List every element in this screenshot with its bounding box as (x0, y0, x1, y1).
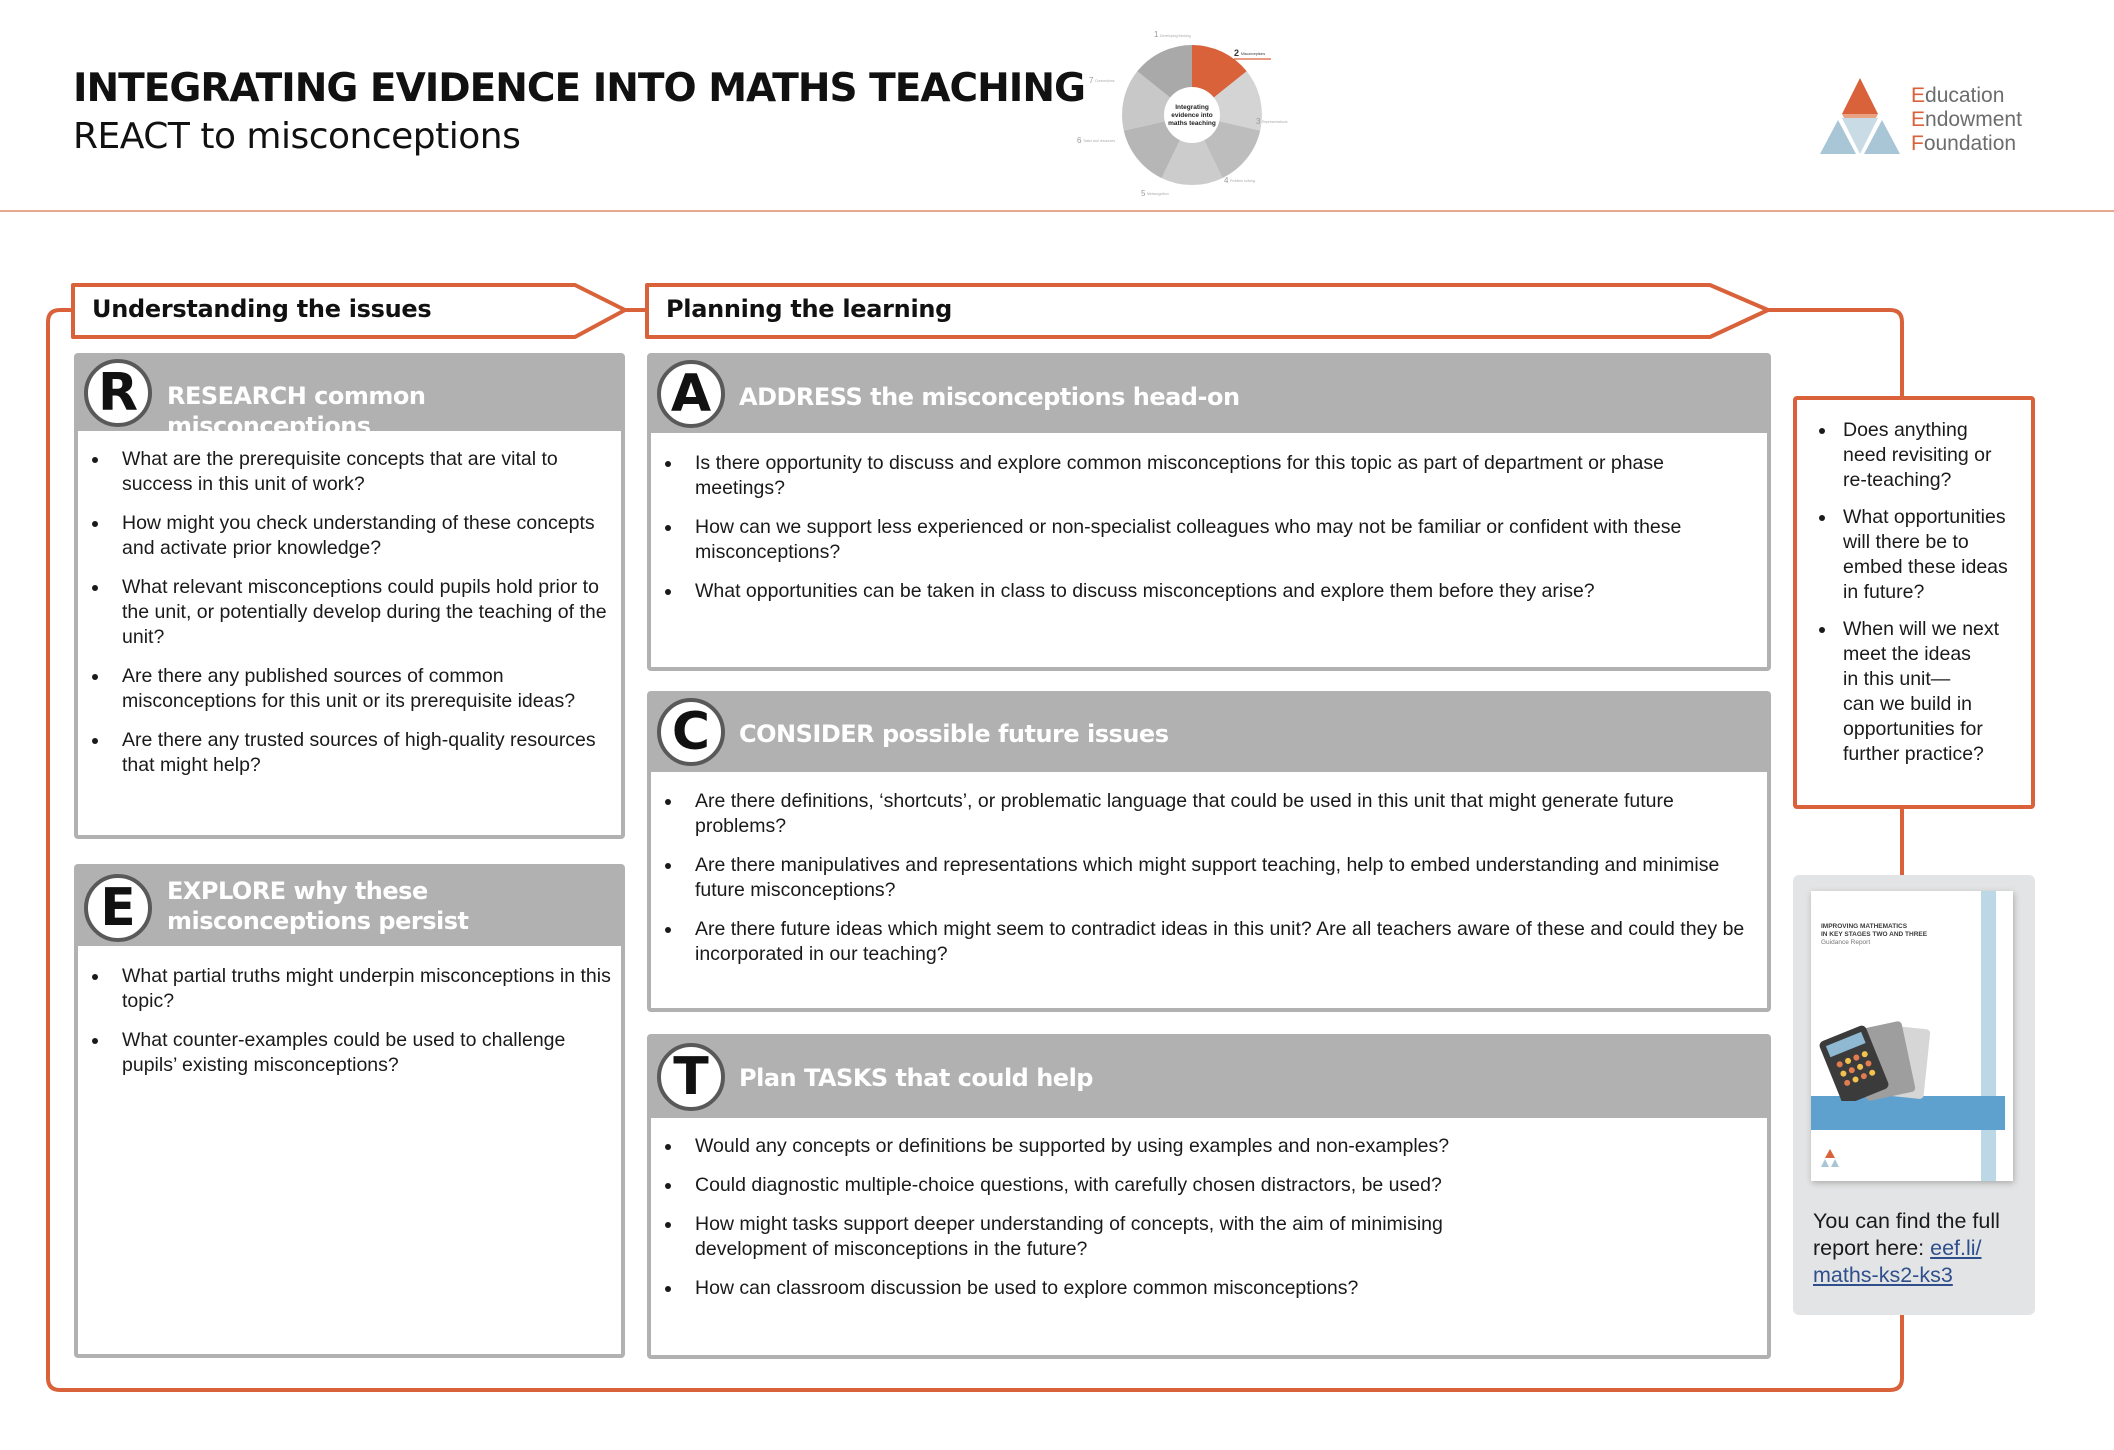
letter-badge-t: T (657, 1043, 725, 1111)
card-address-list (651, 451, 1731, 618)
list-item: Are there future ideas which might seem to contradict ideas in this unit? Are all teachers aware of these and could they be incorporated in our teaching? (651, 917, 1756, 967)
list-item: How can we support less experienced or non-specialist colleagues who may not be familiar or confident with these misconceptions? (651, 515, 1731, 565)
list-item: Is there opportunity to discuss and explore common misconceptions for this topic as part of department or phase meetings? (651, 451, 1731, 501)
list-item: Are there any published sources of common misconceptions for this unit or its prerequisite ideas? (78, 664, 618, 714)
card-tasks-title: Plan TASKS that could help (739, 1064, 1093, 1092)
list-item: Are there any trusted sources of high-quality resources that might help? (78, 728, 618, 778)
eef-logo-line-3: Foundation (1911, 132, 2017, 155)
report-link-text: You can find the full report here: eef.li/ maths-ks2-ks3 (1813, 1209, 2000, 1287)
report-cover-stripe (1981, 891, 1996, 1181)
section-label-understanding: Understanding the issues (92, 295, 432, 323)
list-item: Could diagnostic multiple-choice questions, with carefully chosen distractors, be used? (651, 1173, 1756, 1198)
list-item: How might tasks support deeper understanding of concepts, with the aim of minimising development of misconceptions in the future? (651, 1212, 1756, 1262)
eef-logo-line-1: Education (1911, 84, 2005, 107)
cycle-step-label-6: Tasks and resources (1083, 139, 1116, 143)
card-address (647, 353, 1771, 671)
list-item: What partial truths might underpin misconceptions in this topic? (78, 964, 618, 1014)
letter-badge-e: E (84, 874, 152, 942)
card-explore-title-line-1: EXPLORE why these (167, 877, 428, 905)
letter-badge-c: C (657, 698, 725, 766)
card-tasks (647, 1034, 1771, 1359)
cycle-step-number-3: 3 (1256, 117, 1261, 126)
list-item: How might you check understanding of these concepts and activate prior knowledge? (78, 511, 618, 561)
list-item: When will we next meet the ideas in this unit— can we build in opportunities for further practice? (1797, 617, 2033, 767)
list-item: What relevant misconceptions could pupils hold prior to the unit, or potentially develop during the teaching of the unit? (78, 575, 618, 650)
letter-badge-a: A (657, 360, 725, 428)
cycle-step-number-7: 7 (1089, 76, 1094, 85)
cycle-step-label-3: Representations (1262, 120, 1288, 124)
card-address-title: ADDRESS the misconceptions head-on (739, 383, 1240, 411)
page-title: INTEGRATING EVIDENCE INTO MATHS TEACHING (73, 66, 1085, 111)
cycle-center-label-3: maths teaching (1168, 120, 1216, 127)
page-subtitle: REACT to misconceptions (73, 116, 521, 157)
list-item: What opportunities can be taken in class to discuss misconceptions and explore them before they arise? (651, 579, 1731, 604)
report-cover (1811, 891, 2013, 1181)
report-cover-title: IMPROVING MATHEMATICS IN KEY STAGES TWO AND THREE Guidance Report (1821, 923, 1928, 946)
cycle-step-number-4: 4 (1224, 176, 1229, 185)
cycle-step-number-1: 1 (1154, 30, 1159, 39)
card-consider (647, 691, 1771, 1012)
cycle-step-number-5: 5 (1141, 189, 1146, 198)
cycle-step-label-5: Metacognition (1147, 192, 1169, 196)
cycle-center-label-1: Integrating (1175, 104, 1209, 111)
card-research (74, 353, 625, 839)
card-research-title: RESEARCH common misconceptions (167, 382, 426, 440)
letter-badge-r: R (84, 359, 152, 427)
list-item: What opportunities will there be to embed these ideas in future? (1797, 505, 2033, 605)
list-item: Does anything need revisiting or re-teaching? (1797, 418, 2033, 493)
cycle-step-number-2: 2 (1234, 48, 1240, 58)
eef-logo-line-2: Endowment (1911, 108, 2022, 131)
report-link[interactable]: eef.li/ maths-ks2-ks3 (1813, 1236, 1982, 1287)
card-explore-title-line-2: misconceptions persist (167, 907, 469, 935)
review-box (1793, 396, 2035, 809)
card-consider-list (651, 789, 1756, 981)
report-cover-band (1811, 1096, 2005, 1130)
card-explore-title (167, 876, 468, 936)
cycle-center-label-2: evidence into (1171, 112, 1213, 119)
review-list (1797, 418, 2033, 779)
list-item: How can classroom discussion be used to explore common misconceptions? (651, 1276, 1756, 1301)
card-explore (74, 864, 625, 1358)
report-cover-logo-icon (1821, 1149, 1839, 1167)
cycle-step-label-2: Misconceptions (1241, 52, 1266, 56)
cycle-step-label-7: Connections (1095, 79, 1115, 83)
list-item: Are there definitions, ‘shortcuts’, or problematic language that could be used in this unit that might generate future problems? (651, 789, 1756, 839)
list-item: What counter-examples could be used to challenge pupils’ existing misconceptions? (78, 1028, 618, 1078)
calculator-icon (1819, 1021, 1939, 1101)
cycle-step-label-1: Developing thinking (1160, 34, 1191, 38)
report-panel (1793, 875, 2035, 1315)
card-research-list (78, 447, 618, 792)
card-explore-list (78, 964, 618, 1092)
list-item: What are the prerequisite concepts that are vital to success in this unit of work? (78, 447, 618, 497)
list-item: Are there manipulatives and representations which might support teaching, help to embed understanding and minimise future misconceptions? (651, 853, 1756, 903)
cycle-step-number-6: 6 (1077, 136, 1082, 145)
cycle-step-label-4: Problem solving (1230, 179, 1255, 183)
section-label-planning: Planning the learning (666, 295, 953, 323)
card-consider-title: CONSIDER possible future issues (739, 720, 1169, 748)
list-item: Would any concepts or definitions be supported by using examples and non-examples? (651, 1134, 1756, 1159)
card-tasks-list (651, 1134, 1756, 1315)
